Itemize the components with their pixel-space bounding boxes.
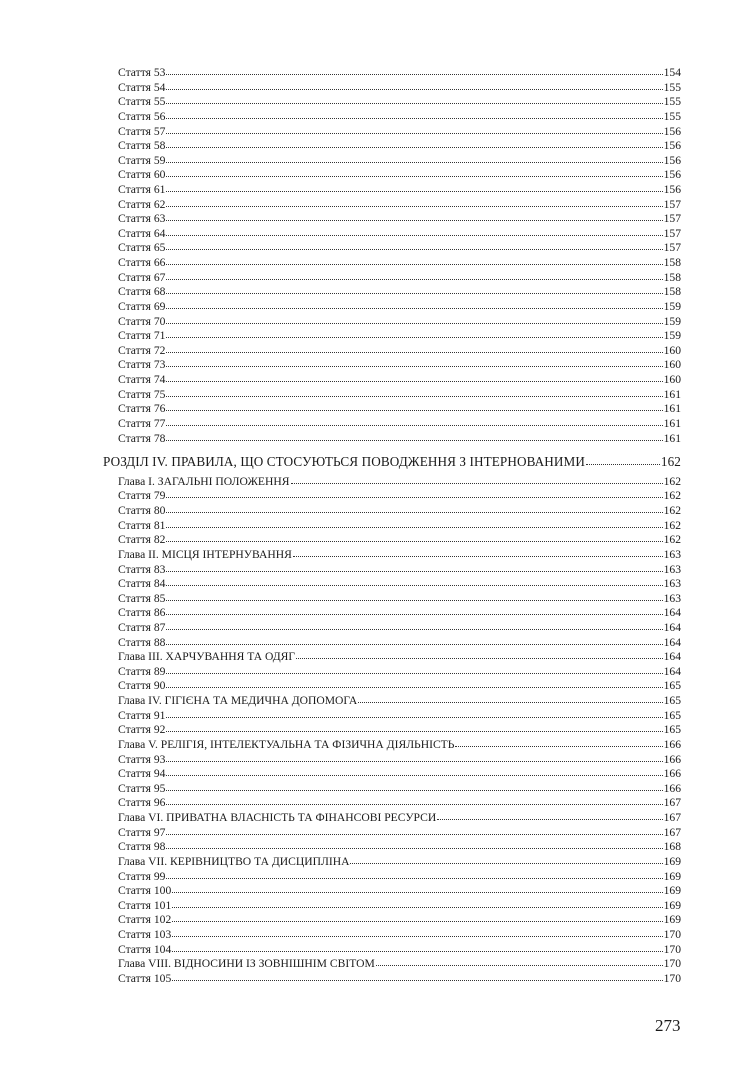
dot-leader — [166, 730, 662, 732]
dot-leader — [166, 877, 662, 879]
toc-entry — [118, 241, 681, 256]
dot-leader — [376, 964, 663, 966]
toc-entry-label: Стаття 105 — [118, 971, 172, 985]
toc-entry — [118, 694, 681, 709]
toc-entry — [118, 767, 681, 782]
toc-entry-label: Глава І. ЗАГАЛЬНІ ПОЛОЖЕННЯ — [118, 474, 290, 488]
toc-entry — [118, 489, 681, 504]
toc-entry — [118, 943, 681, 958]
dot-leader — [166, 161, 662, 163]
toc-entry — [118, 66, 681, 81]
toc-entry-label: Стаття 99 — [118, 869, 166, 883]
toc-entry-label: Стаття 55 — [118, 95, 166, 109]
toc-entry-page: 161 — [663, 387, 681, 401]
toc-entry-label: Стаття 62 — [118, 197, 166, 211]
dot-leader — [166, 409, 662, 411]
toc-entry — [118, 870, 681, 885]
toc-entry-label: Стаття 86 — [118, 606, 166, 620]
toc-entry — [118, 899, 681, 914]
toc-entry-page: 162 — [663, 504, 681, 517]
toc-entry — [118, 388, 681, 403]
toc-entry-label: Стаття 60 — [118, 168, 166, 182]
toc-entry-label: Стаття 92 — [118, 723, 166, 737]
toc-entry-page: 157 — [663, 226, 681, 240]
dot-leader — [166, 760, 662, 762]
dot-leader — [350, 862, 662, 864]
toc-entry — [118, 125, 681, 140]
toc-entry-page: 168 — [663, 840, 681, 854]
dot-leader — [166, 351, 662, 353]
toc-entry-page: 164 — [663, 664, 681, 678]
toc-entry — [118, 198, 681, 213]
toc-entry — [118, 168, 681, 183]
toc-entry-page: 157 — [663, 241, 681, 255]
toc-entry-label: Глава VIII. ВІДНОСИНИ ІЗ ЗОВНІШНІМ СВІТОМ — [118, 957, 375, 971]
toc-entry-page: 156 — [663, 124, 681, 138]
toc-entry — [118, 753, 681, 768]
dot-leader — [166, 395, 662, 397]
toc-entry-page: 156 — [663, 168, 681, 182]
toc-entry-label: Стаття 54 — [118, 80, 166, 94]
dot-leader — [166, 599, 662, 601]
toc-entry-page: 166 — [663, 767, 681, 781]
toc-entry-label: Стаття 76 — [118, 402, 166, 416]
toc-entry-label: Стаття 90 — [118, 679, 166, 693]
toc-entry-page: 160 — [663, 358, 681, 372]
toc-entry — [118, 256, 681, 271]
toc-entry — [118, 300, 681, 315]
toc-entry-page: 162 — [660, 454, 681, 470]
toc-entry-page: 170 — [663, 971, 681, 985]
dot-leader — [586, 463, 660, 465]
toc-entry-page: 169 — [663, 913, 681, 927]
dot-leader — [455, 745, 662, 747]
dot-leader — [172, 891, 662, 893]
dot-leader — [166, 628, 662, 630]
toc-entry-page: 167 — [663, 796, 681, 810]
toc-entry-label: Стаття 83 — [118, 562, 166, 576]
toc-entry-page: 162 — [663, 533, 681, 547]
dot-leader — [166, 686, 662, 688]
toc-entry-label: Стаття 68 — [118, 285, 166, 299]
dot-leader — [166, 496, 662, 498]
toc-entry-page: 165 — [663, 679, 681, 693]
dot-leader — [166, 380, 662, 382]
dot-leader — [437, 818, 662, 820]
dot-leader — [166, 263, 662, 265]
dot-leader — [166, 219, 662, 221]
toc-entry-label: Стаття 67 — [118, 270, 166, 284]
toc-entry-label: Стаття 58 — [118, 139, 166, 153]
dot-leader — [166, 847, 662, 849]
toc-entry-label: Стаття 57 — [118, 124, 166, 138]
toc-entry-page: 162 — [663, 518, 681, 532]
toc-entry-page: 161 — [663, 416, 681, 430]
toc-entry — [118, 679, 681, 694]
dot-leader — [166, 102, 662, 104]
toc-entry-label: Стаття 98 — [118, 840, 166, 854]
dot-leader — [166, 833, 662, 835]
toc-entry-page: 169 — [663, 898, 681, 912]
dot-leader — [166, 774, 662, 776]
toc-entry — [118, 738, 681, 753]
toc-entry-page: 158 — [663, 256, 681, 270]
dot-leader — [166, 190, 662, 192]
toc-entry — [118, 81, 681, 96]
toc-entry-label: Стаття 85 — [118, 591, 166, 605]
toc-entry — [118, 884, 681, 899]
toc-entry-label: Стаття 74 — [118, 373, 166, 386]
toc-entry — [118, 709, 681, 724]
toc-entry-label: Стаття 78 — [118, 431, 166, 445]
dot-leader — [291, 482, 663, 484]
toc-entry — [118, 592, 681, 607]
toc-entry-label: Стаття 80 — [118, 504, 166, 517]
toc-entry-label: Стаття 65 — [118, 241, 166, 255]
toc-entry — [118, 95, 681, 110]
toc-entry-page: 163 — [663, 577, 681, 591]
toc-entry-label: Стаття 100 — [118, 884, 172, 898]
toc-entry-label: Глава ІІ. МІСЦЯ ІНТЕРНУВАННЯ — [118, 547, 292, 561]
toc-entry — [118, 650, 681, 665]
dot-leader — [293, 555, 663, 557]
toc-entry — [118, 621, 681, 636]
toc-entry — [118, 665, 681, 680]
toc-entry-page: 169 — [663, 854, 681, 868]
dot-leader — [166, 278, 662, 280]
toc-entry — [118, 519, 681, 534]
toc-entry-label: Стаття 70 — [118, 314, 166, 328]
toc-entry-label: Глава V. РЕЛІГІЯ, ІНТЕЛЕКТУАЛЬНА ТА ФІЗИЧНА ДІЯЛЬНІСТЬ — [118, 737, 455, 751]
dot-leader — [166, 73, 662, 75]
toc-entry-label: Стаття 53 — [118, 66, 166, 79]
dot-leader — [166, 716, 662, 718]
dot-leader — [166, 205, 662, 207]
toc-entry — [118, 402, 681, 417]
dot-leader — [166, 613, 662, 615]
toc-entry — [118, 957, 681, 972]
toc-entry-label: Стаття 88 — [118, 635, 166, 649]
toc-entry-page: 164 — [663, 620, 681, 634]
toc-entry-label: Стаття 102 — [118, 913, 172, 927]
toc-entry-page: 156 — [663, 139, 681, 153]
dot-leader — [166, 540, 662, 542]
toc-entry-label: Стаття 97 — [118, 825, 166, 839]
dot-leader — [166, 322, 662, 324]
toc-entry-label: Стаття 56 — [118, 109, 166, 123]
toc-entry-label: Стаття 63 — [118, 212, 166, 226]
toc-entry — [118, 212, 681, 227]
dot-leader — [166, 424, 662, 426]
toc-entry — [118, 475, 681, 490]
dot-leader — [166, 672, 662, 674]
toc-entry — [118, 432, 681, 447]
toc-entry-label: РОЗДІЛ IV. ПРАВИЛА, ЩО СТОСУЮТЬСЯ ПОВОДЖЕННЯ З ІНТЕРНОВАНИМИ — [103, 454, 585, 470]
toc-entry-label: Стаття 89 — [118, 664, 166, 678]
toc-entry-page: 165 — [663, 708, 681, 722]
toc-entry-label: Стаття 101 — [118, 898, 172, 912]
toc-entry-label: Глава IV. ГІГІЄНА ТА МЕДИЧНА ДОПОМОГА — [118, 694, 358, 707]
toc-entry-label: Стаття 64 — [118, 226, 166, 240]
toc-entry — [118, 315, 681, 330]
dot-leader — [166, 526, 662, 528]
toc-entry-label: Стаття 95 — [118, 781, 166, 795]
toc-entry-page: 170 — [663, 928, 681, 941]
dot-leader — [166, 336, 662, 338]
toc-entry — [118, 796, 681, 811]
dot-leader — [358, 701, 662, 703]
toc-section-heading — [103, 455, 681, 470]
dot-leader — [166, 234, 662, 236]
toc-entry — [118, 913, 681, 928]
dot-leader — [166, 803, 662, 805]
toc-entry-page: 161 — [663, 402, 681, 416]
dot-leader — [166, 146, 662, 148]
toc-entry-label: Стаття 71 — [118, 329, 166, 343]
toc-entry-page: 166 — [663, 752, 681, 766]
dot-leader — [172, 906, 662, 908]
dot-leader — [296, 657, 663, 659]
toc-entry — [118, 285, 681, 300]
toc-entry — [118, 183, 681, 198]
toc-entry-page: 156 — [663, 153, 681, 167]
toc-entry-label: Стаття 61 — [118, 183, 166, 196]
toc-entry-label: Стаття 94 — [118, 767, 166, 781]
dot-leader — [166, 248, 662, 250]
dot-leader — [172, 935, 662, 937]
toc-entry — [118, 840, 681, 855]
toc-entry-label: Стаття 82 — [118, 533, 166, 547]
toc-entry — [118, 417, 681, 432]
toc-entry-label: Стаття 79 — [118, 489, 166, 503]
toc-entry — [118, 329, 681, 344]
toc-entry — [118, 606, 681, 621]
toc-entry — [118, 928, 681, 943]
toc-entry — [118, 504, 681, 519]
toc-entry-page: 164 — [663, 635, 681, 649]
toc-entry-page: 162 — [663, 474, 681, 488]
toc-entry-label: Стаття 66 — [118, 256, 166, 270]
toc-entry-page: 170 — [663, 957, 681, 971]
toc-entry — [118, 972, 681, 987]
dot-leader — [166, 132, 662, 134]
toc-entry — [118, 358, 681, 373]
dot-leader — [166, 292, 662, 294]
dot-leader — [172, 979, 662, 981]
dot-leader — [166, 511, 662, 513]
toc-entry-label: Стаття 96 — [118, 796, 166, 810]
toc-entry-label: Глава VI. ПРИВАТНА ВЛАСНІСТЬ ТА ФІНАНСОВІ РЕСУРСИ — [118, 811, 437, 824]
toc-entry — [118, 577, 681, 592]
toc-entry — [118, 811, 681, 826]
toc-entry — [118, 563, 681, 578]
toc-entry-page: 167 — [663, 811, 681, 824]
toc-entry-page: 166 — [663, 781, 681, 795]
toc-entry-label: Глава VII. КЕРІВНИЦТВО ТА ДИСЦИПЛІНА — [118, 854, 350, 868]
toc-entry-page: 159 — [663, 314, 681, 328]
toc-entry — [118, 855, 681, 870]
dot-leader — [166, 117, 662, 119]
toc-entry-page: 163 — [663, 591, 681, 605]
toc-entry — [118, 227, 681, 242]
toc-entry — [118, 548, 681, 563]
toc-entry-label: Стаття 72 — [118, 343, 166, 357]
toc-entry — [118, 110, 681, 125]
toc-entry-page: 170 — [663, 942, 681, 956]
toc-entry — [118, 636, 681, 651]
toc-entry-page: 154 — [663, 66, 681, 79]
toc-entry-page: 157 — [663, 197, 681, 211]
toc-entry-page: 167 — [663, 825, 681, 839]
toc-entry — [118, 782, 681, 797]
dot-leader — [166, 789, 662, 791]
toc-entry-page: 160 — [663, 343, 681, 357]
toc-entry-label: Стаття 77 — [118, 416, 166, 430]
toc-entry-page: 169 — [663, 869, 681, 883]
dot-leader — [166, 175, 662, 177]
toc-entry — [118, 154, 681, 169]
toc-entry-page: 165 — [663, 694, 681, 707]
toc-entry-page: 157 — [663, 212, 681, 226]
toc-entry-page: 161 — [663, 431, 681, 445]
toc-entry-label: Глава ІІІ. ХАРЧУВАННЯ ТА ОДЯГ — [118, 650, 296, 664]
toc-entry — [118, 271, 681, 286]
toc-entry-label: Стаття 81 — [118, 518, 166, 532]
toc-entry — [118, 533, 681, 548]
toc-entry-page: 155 — [663, 80, 681, 94]
dot-leader — [166, 584, 662, 586]
dot-leader — [166, 365, 662, 367]
toc-entry-page: 163 — [663, 547, 681, 561]
toc-entry — [118, 826, 681, 841]
toc-entry-page: 164 — [663, 606, 681, 620]
toc-entry-page: 163 — [663, 562, 681, 576]
toc-entry-label: Стаття 104 — [118, 942, 172, 956]
toc-entry-page: 165 — [663, 723, 681, 737]
toc-entry — [118, 723, 681, 738]
toc-entry-label: Стаття 103 — [118, 928, 172, 941]
toc-entry-page: 155 — [663, 95, 681, 109]
dot-leader — [166, 307, 662, 309]
toc-entry-page: 166 — [663, 737, 681, 751]
toc-entry-page: 158 — [663, 270, 681, 284]
dot-leader — [166, 643, 662, 645]
dot-leader — [166, 439, 662, 441]
toc-entry-page: 158 — [663, 285, 681, 299]
dot-leader — [172, 920, 662, 922]
toc-entry-page: 159 — [663, 299, 681, 313]
toc-entry — [118, 373, 681, 388]
toc-entry-label: Стаття 87 — [118, 620, 166, 634]
dot-leader — [166, 88, 662, 90]
toc-entry-label: Стаття 91 — [118, 708, 166, 722]
toc-entry — [118, 139, 681, 154]
toc-entry-page: 162 — [663, 489, 681, 503]
toc-entry-label: Стаття 59 — [118, 153, 166, 167]
page-number: 273 — [655, 1016, 681, 1035]
toc-entry-label: Стаття 69 — [118, 299, 166, 313]
toc-entry — [118, 344, 681, 359]
dot-leader — [166, 570, 662, 572]
toc-entry-page: 155 — [663, 109, 681, 123]
toc-entry-page: 164 — [663, 650, 681, 664]
toc-entry-page: 169 — [663, 884, 681, 898]
toc-entry-page: 160 — [663, 373, 681, 386]
toc-entry-page: 159 — [663, 329, 681, 343]
dot-leader — [172, 950, 662, 952]
toc-entry-label: Стаття 75 — [118, 387, 166, 401]
toc-entry-label: Стаття 73 — [118, 358, 166, 372]
toc-entry-page: 156 — [663, 183, 681, 196]
toc-entry-label: Стаття 84 — [118, 577, 166, 591]
toc-entry-label: Стаття 93 — [118, 752, 166, 766]
